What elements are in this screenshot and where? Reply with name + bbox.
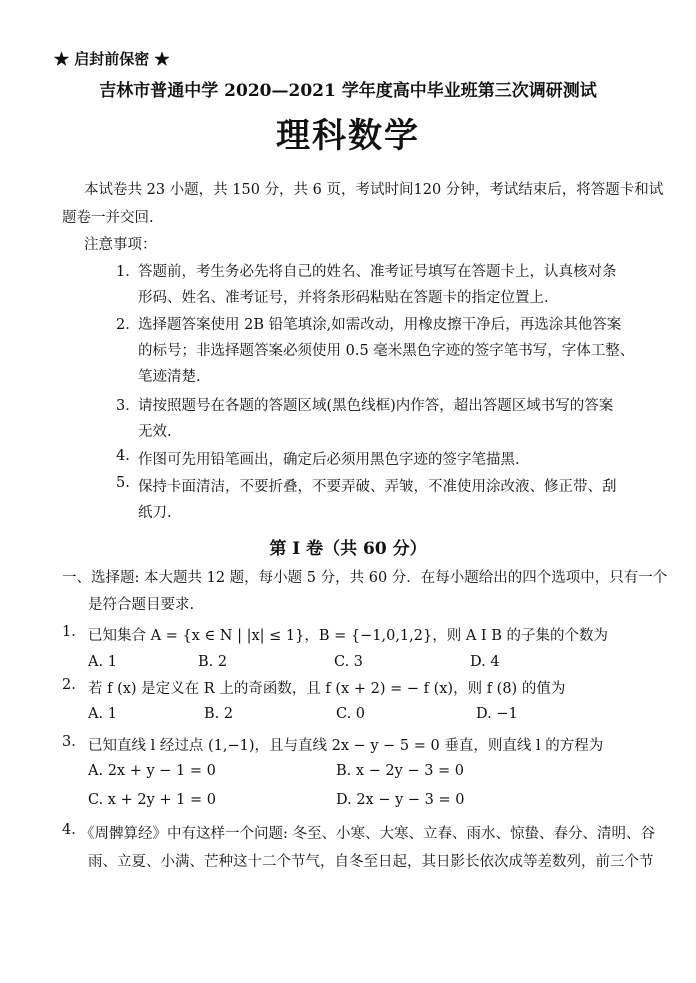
q1-option-d: D. 4 (470, 654, 500, 670)
q1-text: 已知集合 A = {x ∈ N | |x| ≤ 1}，B = {−1,0,1,2}，则 A I B 的子集的个数为 (88, 628, 609, 644)
note-2-line-2: 的标号；非选择题答案必须使用 0.5 毫米黑色字迹的签字笔书写，字体工整、 (138, 343, 635, 359)
q3-option-b: B. x − 2y − 3 = 0 (336, 763, 465, 779)
note-1-line-2: 形码、姓名、准考证号，并将条形码粘贴在答题卡的指定位置上. (138, 290, 549, 306)
note-2-line-1: 选择题答案使用 2B 铅笔填涂,如需改动，用橡皮擦干净后，再选涂其他答案 (138, 317, 622, 333)
q3-number: 3. (62, 734, 76, 750)
q4-number: 4. (62, 822, 76, 838)
q3-option-d: D. 2x − y − 3 = 0 (336, 792, 465, 808)
q1-option-a: A. 1 (88, 654, 117, 670)
section-1-line-2: 是符合题目要求. (88, 597, 195, 613)
intro-line-2: 题卷一并交回. (62, 210, 154, 226)
q2-option-d: D. −1 (476, 706, 518, 722)
q3-text: 已知直线 l 经过点 (1,−1)，且与直线 2x − y − 5 = 0 垂直，则直线 l 的方程为 (88, 738, 604, 754)
note-4-line-1: 作图可先用铅笔画出，确定后必须用黑色字迹的签字笔描黑. (138, 452, 520, 468)
note-3-number: 3． (116, 398, 140, 414)
note-5-number: 5. (116, 475, 130, 491)
confidential-mark: ★ 启封前保密 ★ (54, 50, 170, 68)
part-one-heading: 第 I 卷（共 60 分） (269, 539, 427, 559)
q1-option-c: C. 3 (334, 654, 364, 670)
q1-option-b: B. 2 (198, 654, 228, 670)
q2-text: 若 f (x) 是定义在 R 上的奇函数，且 f (x + 2) = − f (x)，则 f (8) 的值为 (88, 681, 566, 697)
note-1-number: 1． (116, 264, 140, 280)
note-3-line-2: 无效. (138, 424, 172, 440)
q2-option-a: A. 1 (88, 706, 117, 722)
q2-number: 2. (62, 677, 76, 693)
section-1-line-1: 一、选择题: 本大题共 12 题，每小题 5 分，共 60 分．在每小题给出的四个选项中，只有一个 (62, 570, 668, 586)
q2-option-b: B. 2 (204, 706, 234, 722)
note-2-number: 2． (116, 317, 140, 333)
q4-line-1: 《周髀算经》中有这样一个问题: 冬至、小寒、大寒、立春、雨水、惊蛰、春分、清明、谷 (80, 826, 655, 842)
note-1-line-1: 答题前，考生务必先将自己的姓名、准考证号填写在答题卡上，认真核对条 (138, 264, 617, 280)
q1-number: 1. (62, 624, 76, 640)
page-title: 理科数学 (276, 116, 420, 156)
q3-option-a: A. 2x + y − 1 = 0 (88, 763, 216, 779)
note-4-number: 4. (116, 448, 130, 464)
notes-title: 注意事项： (84, 237, 157, 253)
note-5-line-2: 纸刀. (138, 505, 172, 521)
note-3-line-1: 请按照题号在各题的答题区域(黑色线框)内作答，超出答题区域书写的答案 (138, 398, 614, 414)
q2-option-c: C. 0 (336, 706, 366, 722)
q4-line-2: 雨、立夏、小满、芒种这十二个节气，自冬至日起，其日影长依次成等差数列，前三个节 (88, 854, 654, 870)
exam-header: 吉林市普通中学 2020—2021 学年度高中毕业班第三次调研测试 (99, 81, 597, 101)
intro-line-1: 本试卷共 23 小题，共 150 分，共 6 页，考试时间120 分钟，考试结束后，将答题卡和试 (84, 182, 664, 198)
note-5-line-1: 保持卡面清洁，不要折叠，不要弄破、弄皱，不准使用涂改液、修正带、刮 (138, 479, 617, 495)
note-2-line-3: 笔迹清楚. (138, 369, 201, 385)
q3-option-c: C. x + 2y + 1 = 0 (88, 792, 216, 808)
